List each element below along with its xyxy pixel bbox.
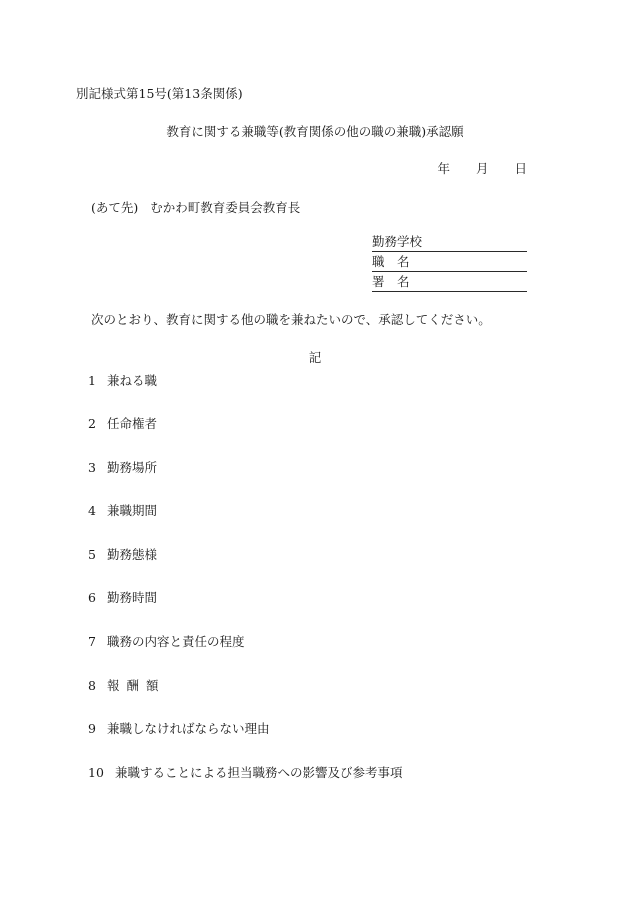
- item-number: 3: [88, 460, 96, 475]
- item-label: 兼職しなければならない理由: [107, 721, 270, 736]
- item-label: 報酬額: [107, 678, 166, 693]
- item-number: 7: [88, 634, 96, 649]
- document-title: 教育に関する兼職等(教育関係の他の職の兼職)承認願: [166, 124, 464, 139]
- item-label: 勤務時間: [107, 590, 158, 605]
- item-label: 勤務場所: [107, 460, 158, 475]
- item-number: 2: [88, 416, 96, 431]
- addressee-label: (あて先): [91, 200, 139, 215]
- signature-name-label: 署 名: [372, 274, 410, 289]
- date-day: 日: [514, 161, 527, 176]
- item-number: 10: [88, 765, 104, 780]
- request-statement: 次のとおり、教育に関する他の職を兼ねたいので、承認してください。: [91, 312, 491, 327]
- list-item: [88, 375, 157, 388]
- item-number: 9: [88, 721, 96, 736]
- signature-title-label: 職 名: [372, 254, 410, 269]
- item-label: 勤務態様: [107, 547, 158, 562]
- list-item: [88, 636, 245, 649]
- addressee: [91, 202, 300, 215]
- list-item: [88, 505, 157, 518]
- list-item: [88, 592, 157, 605]
- list-item: [88, 723, 270, 736]
- signature-title-field[interactable]: [372, 256, 527, 272]
- signature-school-field[interactable]: [372, 236, 527, 252]
- item-label: 兼職期間: [107, 503, 158, 518]
- signature-school-label: 勤務学校: [372, 234, 423, 249]
- form-number: 別記様式第15号(第13条関係): [76, 86, 243, 101]
- list-item: [88, 767, 403, 780]
- date-line: [437, 163, 527, 176]
- item-number: 4: [88, 503, 96, 518]
- item-number: 6: [88, 590, 96, 605]
- item-label: 職務の内容と責任の程度: [107, 634, 245, 649]
- item-number: 5: [88, 547, 96, 562]
- item-label: 兼ねる職: [107, 373, 158, 388]
- list-item: [88, 680, 166, 693]
- item-label: 任命権者: [107, 416, 158, 431]
- signature-name-field[interactable]: [372, 276, 527, 292]
- date-month: 月: [475, 161, 489, 176]
- item-number: 8: [88, 678, 96, 693]
- list-item: [88, 549, 157, 562]
- addressee-name: むかわ町教育委員会教育長: [150, 200, 301, 215]
- item-number: 1: [88, 373, 96, 388]
- list-item: [88, 462, 157, 475]
- ki-heading: 記: [308, 350, 322, 365]
- item-label: 兼職することによる担当職務への影響及び参考事項: [115, 765, 403, 780]
- date-year: 年: [437, 161, 450, 176]
- list-item: [88, 418, 157, 431]
